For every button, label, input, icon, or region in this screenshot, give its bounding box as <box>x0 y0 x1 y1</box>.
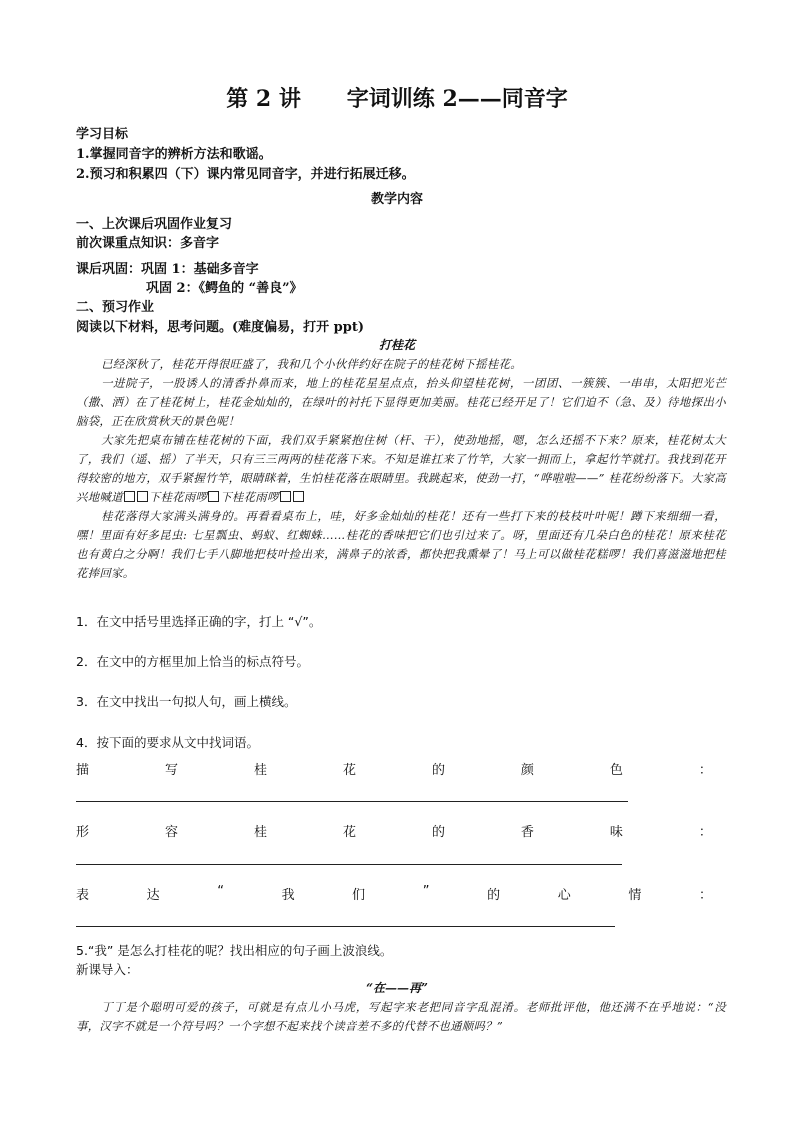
passage-paragraph-2: 一进院子，一股诱人的清香扑鼻而来，地上的桂花星星点点，抬头仰望桂花树，一团团、一簇簇、一串串，太阳把光芒（撒、洒）在了桂花树上，桂花金灿灿的，在绿叶的衬托下显得更加美丽。桂花已经开足了！它们迫不（急、及）待地探出小脑袋，正在欣赏秋天的景色呢！ <box>76 376 726 428</box>
prompt-char: 味 <box>609 825 623 840</box>
prompt-char: 写 <box>164 763 178 778</box>
objective-item-2: 2.预习和积累四（下）课内常见同音字，并进行拓展迁移。 <box>76 167 415 182</box>
punctuation-box <box>137 491 148 502</box>
q4-prompt-color <box>76 759 712 778</box>
prompt-char: 颜 <box>520 763 534 778</box>
question-4: 4．按下面的要求从文中找词语。 <box>76 735 259 750</box>
punctuation-box <box>293 491 304 502</box>
passage-paragraph-3-tail-2: 下桂花雨啰 <box>220 490 279 504</box>
prompt-char: 容 <box>164 825 178 840</box>
prompt-char: 色 <box>609 763 623 778</box>
prompt-char: 花 <box>342 763 356 778</box>
new-lesson-paragraph: 丁丁是个聪明可爱的孩子，可就是有点儿小马虎，写起字来老把同音字乱混淆。老师批评他，他还满不在乎地说：“没事，汉字不就是一个符号吗？一个字想不起来找个读音差不多的代替不也通顺吗？” <box>76 1000 726 1033</box>
prompt-char: 形 <box>76 825 90 840</box>
section1-heading: 一、上次课后巩固作业复习 <box>76 217 233 232</box>
answer-line-fragrance[interactable] <box>76 864 622 865</box>
question-3: 3．在文中找出一句拟人句，画上横线。 <box>76 694 297 709</box>
prompt-char: 情 <box>628 888 642 903</box>
prompt-char: ： <box>698 763 712 778</box>
prompt-char: 达 <box>146 888 160 903</box>
prompt-char: 描 <box>76 763 90 778</box>
passage-paragraph-3 <box>76 431 726 507</box>
question-1: 1．在文中括号里选择正确的字，打上 “√”。 <box>76 614 322 629</box>
passage-paragraph-3-text: 大家先把桌布铺在桂花树的下面，我们双手紧紧抱住树（杆、干），使劲地摇，嗯，怎么还摇不下来？原来，桂花树太大了，我们（遥、摇）了半天，只有三三两两的桂花落下来。不知是谁扛来了竹竿，大家一拥而上，拿起竹竿就打。我找到花开得较密的地方，双手紧握竹竿，眼睛眯着，生怕桂花落在眼睛里。我跳起来，使劲一打，“哗啦啦——” 桂花纷纷落下。大家高兴地喊道 <box>76 433 726 504</box>
section2-heading: 二、预习作业 <box>76 300 155 315</box>
passage-paragraph-3-tail-1: 下桂花雨啰 <box>148 490 208 504</box>
page-title: 第 2 讲 字词训练 2——同音字 <box>226 86 568 112</box>
q4-prompt-mood <box>76 884 712 903</box>
new-lesson-heading: 新课导入： <box>76 962 139 977</box>
passage-title: 打桂花 <box>378 338 415 352</box>
prompt-char: 们 <box>352 888 366 903</box>
question-5: 5.“我” 是怎么打桂花的呢？找出相应的句子画上波浪线。 <box>76 943 393 958</box>
prompt-char: 桂 <box>253 825 267 840</box>
prompt-char: ” <box>422 884 430 899</box>
prompt-char: ： <box>698 888 712 903</box>
new-lesson-subtitle: “在——再” <box>366 981 428 995</box>
objective-item-1: 1.掌握同音字的辨析方法和歌谣。 <box>76 147 272 162</box>
teaching-content-heading: 教学内容 <box>370 192 423 207</box>
prompt-char: 表 <box>76 888 90 903</box>
prompt-char: 香 <box>520 825 534 840</box>
punctuation-box <box>124 491 135 502</box>
prompt-char: 的 <box>431 763 445 778</box>
objectives-heading: 学习目标 <box>76 127 129 142</box>
prompt-char: 桂 <box>253 763 267 778</box>
prompt-char: ： <box>698 825 712 840</box>
q4-prompt-fragrance <box>76 821 712 840</box>
prompt-char: “ <box>217 884 224 899</box>
prompt-char: 心 <box>557 888 571 903</box>
consolidation-2: 巩固 2：《鳄鱼的 “善良”》 <box>146 281 303 296</box>
consolidation-1: 课后巩固：巩固 1：基础多音字 <box>76 262 259 277</box>
punctuation-box <box>280 491 291 502</box>
prompt-char: 我 <box>281 888 295 903</box>
punctuation-box <box>208 491 219 502</box>
answer-line-mood[interactable] <box>76 926 615 927</box>
section2-instruction: 阅读以下材料，思考问题。(难度偏易，打开 ppt) <box>76 320 365 335</box>
passage-body <box>76 355 726 583</box>
passage-paragraph-1: 已经深秋了，桂花开得很旺盛了，我和几个小伙伴约好在院子的桂花树下摇桂花。 <box>101 357 522 371</box>
passage-paragraph-4: 桂花落得大家满头满身的。再看看桌布上，哇，好多金灿灿的桂花！还有一些打下来的枝枝叶叶呢！蹲下来细细一看，嘿！里面有好多昆虫: 七星瓢虫、蚂蚁、红蜘蛛……桂花的香味把它们也引过来了。呀，里面还有几朵白色的桂花！原来桂花也有黄白之分啊！我们七手八脚地把枝叶捡出来，满鼻子的浓香，都快把我熏晕了！马上可以做桂花糕啰！我们喜滋滋地把桂花捧回家。 <box>76 509 726 580</box>
new-lesson-body <box>76 998 726 1036</box>
question-2: 2．在文中的方框里加上恰当的标点符号。 <box>76 654 309 669</box>
prompt-char: 花 <box>342 825 356 840</box>
previous-key-knowledge: 前次课重点知识：多音字 <box>76 236 220 251</box>
answer-line-color[interactable] <box>76 801 628 802</box>
prompt-char: 的 <box>431 825 445 840</box>
prompt-char: 的 <box>487 888 501 903</box>
